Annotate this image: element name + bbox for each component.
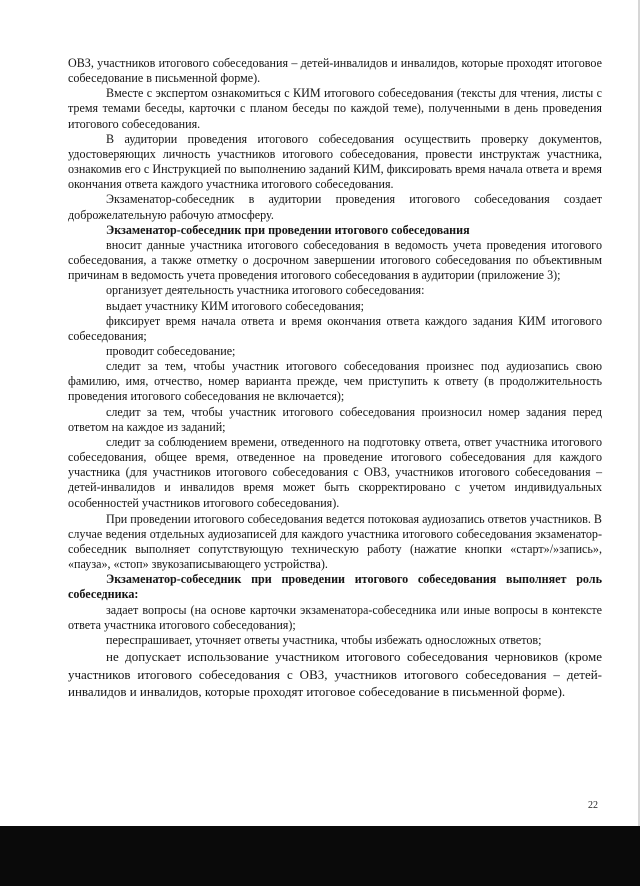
paragraph: Вместе с экспертом ознакомиться с КИМ итогового собеседования (тексты для чтения, листы с тремя темами беседы, карточки с планом беседы по каждой теме), полученными в день проведения итогового собеседования. [68, 86, 602, 131]
paragraph: следит за тем, чтобы участник итогового собеседования произнес под аудиозапись свою фамилию, имя, отчество, номер варианта прежде, чем приступить к ответу (в продолжительность проведения итогового собеседования не включается); [68, 359, 602, 404]
paragraph: фиксирует время начала ответа и время окончания ответа каждого задания КИМ итогового собеседования; [68, 313, 602, 343]
paragraph: проводит собеседование; [106, 343, 236, 358]
paragraph: ОВЗ, участников итогового собеседования – детей-инвалидов и инвалидов, которые проходят итоговое собеседование в письменной форме). [68, 56, 602, 86]
paragraph: не допускает использование участником итогового собеседования черновиков (кроме участников итогового собеседования с ОВЗ, участников итогового собеседования – детей-инвалидов и инвалидов, которые проходят итоговое собеседование в письменной форме). [68, 649, 602, 700]
section-heading: Экзаменатор-собеседник при проведении итогового собеседования [106, 222, 470, 237]
paragraph: следит за соблюдением времени, отведенного на подготовку ответа, ответ участника итогового собеседования, общее время, отведенное на проведение итогового собеседования для каждого участника (для участников итогового собеседования с ОВЗ, участников итогового собеседования – детей-инвалидов и инвалидов время может быть скорректировано с учетом индивидуальных особенностей участников итогового собеседования). [68, 434, 602, 510]
paragraph: переспрашивает, уточняет ответы участника, чтобы избежать односложных ответов; [106, 632, 542, 647]
document-page [68, 56, 602, 701]
paragraph: организует деятельность участника итогового собеседования: [106, 283, 425, 298]
paragraph: В аудитории проведения итогового собеседования осуществить проверку документов, удостоверяющих личность участников итогового собеседования, провести инструктаж участника, ознакомив его с Инструкцией по выполнению заданий КИМ, фиксировать время начала ответа и время окончания ответа каждого участника итогового собеседования. [68, 131, 602, 192]
paragraph: Экзаменатор-собеседник в аудитории проведения итогового собеседования создает доброжелательную рабочую атмосферу. [68, 192, 602, 222]
paragraph: При проведении итогового собеседования ведется потоковая аудиозапись ответов участников. В случае ведения отдельных аудиозаписей для каждого участника итогового собеседования экзаменатор-собеседник выполняет сопутствующую техническую работу (нажатие кнопки «старт»/»запись», «пауза», «стоп» звукозаписывающего устройства). [68, 511, 602, 572]
paragraph: задает вопросы (на основе карточки экзаменатора-собеседника или иные вопросы в контексте ответа участника итогового собеседования); [68, 602, 602, 632]
paragraph: вносит данные участника итогового собеседования в ведомость учета проведения итогового собеседования, а также отметку о досрочном завершении итогового собеседования по объективным причинам в ведомость учета проведения итогового собеседования в аудитории (приложение 3); [68, 237, 602, 283]
paragraph: выдает участнику КИМ итогового собеседования; [106, 298, 365, 313]
paragraph: следит за тем, чтобы участник итогового собеседования произносил номер задания перед ответом на каждое из заданий; [68, 404, 602, 434]
section-heading: Экзаменатор-собеседник при проведении итогового собеседования выполняет роль собеседника: [68, 572, 602, 602]
scan-bottom-border [0, 826, 640, 886]
page-number: 22 [588, 800, 598, 811]
